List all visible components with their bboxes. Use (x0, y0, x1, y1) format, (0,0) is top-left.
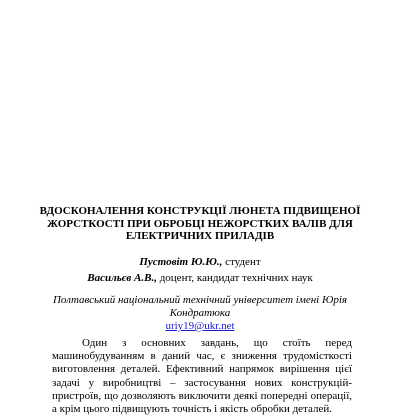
affiliation-line: Кондратюка (169, 307, 231, 319)
email-link[interactable]: uriy19@ukr.net (165, 320, 235, 332)
author-line (0, 256, 400, 269)
title-line: ВДОСКОНАЛЕННЯ КОНСТРУКЦІЇ ЛЮНЕТА ПІДВИЩЕНОЇ (39, 205, 361, 217)
affiliation-line: Полтавський національний технічний університет імені Юрія (52, 294, 348, 306)
author-role: доцент, кандидат технічних наук (159, 272, 313, 284)
body-paragraph: Один з основних завдань, що стоїть перед машинобудуванням в даний час, є зниження трудомісткості виготовлення деталей. Ефективний напрямок вирішення цієї задачі у виробництві – застосування нових конструкцій-пристроїв, що дозволяють виключити деякі попередні операції, а крім цього підвищують точність і якість обробки деталей. (52, 337, 352, 416)
affiliation (0, 294, 400, 320)
author-line (0, 272, 400, 285)
author-name: Васильєв А.В., (87, 272, 157, 284)
title-line: ЖОРСТКОСТІ ПРИ ОБРОБЦІ НЕЖОРСТКИХ ВАЛІВ ДЛЯ (47, 217, 353, 230)
paper-title (0, 205, 400, 243)
author-role: студент (225, 256, 261, 268)
author-name: Пустовіт Ю.Ю., (139, 256, 223, 268)
email-line (0, 320, 400, 333)
title-line: ЕЛЕКТРИЧНИХ ПРИЛАДІВ (125, 230, 275, 242)
